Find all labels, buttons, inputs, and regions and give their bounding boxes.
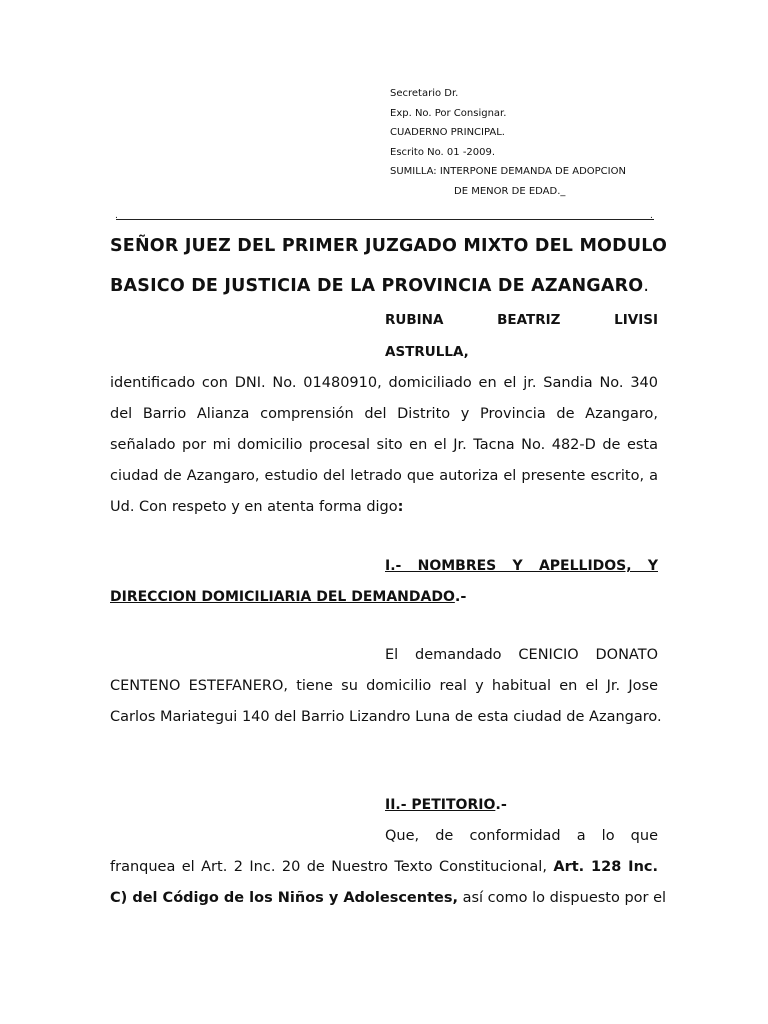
rule-dot-right: . — [650, 211, 653, 221]
intro-line-5-text: Ud. Con respeto y en atenta forma digo — [110, 499, 398, 515]
addressee-period: . — [643, 276, 650, 296]
addressee-line-1: SEÑOR JUEZ DEL PRIMER JUZGADO MIXTO DEL MODULO — [110, 236, 668, 256]
intro-line-1: identificado con DNI. No. 01480910, domiciliado en el jr. Sandia No. 340 — [110, 375, 658, 391]
addressee-line-2 — [110, 276, 658, 296]
party-name-line-2: ASTRULLA, — [385, 344, 469, 360]
section-1-heading-suffix: .- — [454, 589, 467, 605]
section-2-line-2 — [110, 852, 658, 883]
header-filing-number: Escrito No. 01 -2009. — [390, 146, 496, 158]
section-1-line-2: CENTENO ESTEFANERO, tiene su domicilio real y habitual en el Jr. Jose — [110, 678, 658, 694]
rule-dot-left: . — [115, 211, 118, 221]
section-2-line-3 — [110, 883, 667, 914]
intro-line-4: ciudad de Azangaro, estudio del letrado que autoriza el presente escrito, a — [110, 468, 658, 484]
section-1-line-1: El demandado CENICIO DONATO — [385, 647, 658, 663]
section-2-line-3-text: así como lo dispuesto por el — [458, 890, 667, 906]
section-2-line-2-text: franquea el Art. 2 Inc. 20 de Nuestro Texto Constitucional, — [110, 859, 554, 875]
section-2-heading-suffix: .- — [495, 797, 507, 813]
case-header — [390, 84, 626, 201]
intro-line-2: del Barrio Alianza comprensión del Distrito y Provincia de Azangaro, — [110, 406, 658, 422]
header-summary: SUMILLA: INTERPONE DEMANDA DE ADOPCION — [390, 166, 626, 177]
header-secretary: Secretario Dr. — [390, 88, 459, 99]
intro-line-3: señalado por mi domicilio procesal sito en el Jr. Tacna No. 482-D de esta — [110, 437, 658, 453]
header-summary-cont: DE MENOR DE EDAD._ — [454, 185, 566, 197]
section-1-line-3: Carlos Mariategui 140 del Barrio Lizandro Luna de esta ciudad de Azangaro. — [110, 709, 662, 725]
party-name-line-1: RUBINA BEATRIZ LIVISI — [385, 312, 658, 328]
section-2-line-1: Que, de conformidad a lo que — [385, 828, 658, 844]
intro-colon: : — [397, 499, 404, 515]
section-1-heading-line-2 — [110, 582, 658, 613]
section-1-heading-text: DIRECCION DOMICILIARIA DEL DEMANDADO — [110, 589, 455, 605]
section-1-heading-line-1: I.- NOMBRES Y APELLIDOS, Y — [385, 558, 658, 574]
addressee-line-2-text: BASICO DE JUSTICIA DE LA PROVINCIA DE AZANGARO — [110, 276, 644, 296]
childrens-code-ref: C) del Código de los Niños y Adolescentes, — [110, 890, 458, 906]
section-2-heading — [385, 790, 658, 821]
header-notebook: CUADERNO PRINCIPAL. — [390, 127, 505, 138]
section-2-heading-text: II.- PETITORIO — [385, 797, 496, 813]
header-expedient: Exp. No. Por Consignar. — [390, 107, 507, 119]
intro-line-5 — [110, 492, 658, 523]
article-128-ref: Art. 128 Inc. — [553, 859, 658, 875]
header-divider — [116, 219, 654, 220]
